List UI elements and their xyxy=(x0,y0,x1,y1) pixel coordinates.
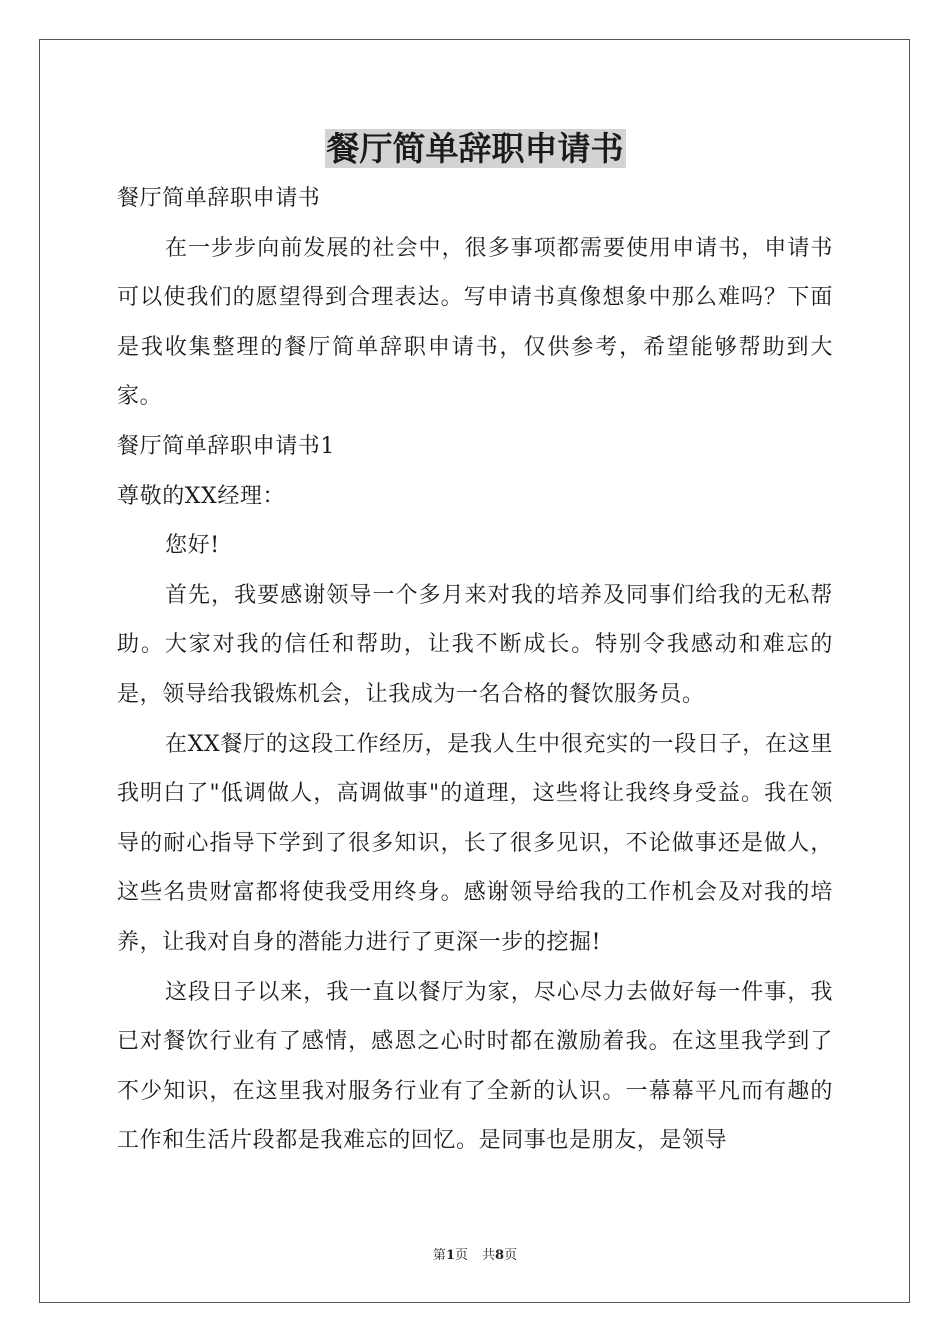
footer-page-prefix: 第 xyxy=(432,1248,446,1263)
document-body xyxy=(117,174,833,1166)
paragraph-intro: 在一步步向前发展的社会中，很多事项都需要使用申请书，申请书可以使我们的愿望得到合理表达。写申请书真像想象中那么难吗？下面是我收集整理的餐厅简单辞职申请书，仅供参考，希望能够帮助到大家。 xyxy=(117,235,833,410)
paragraph-greeting: 您好! xyxy=(165,533,220,559)
footer-page-suffix: 页 xyxy=(454,1248,468,1263)
paragraph-body-2: 在XX餐厅的这段工作经历，是我人生中很充实的一段日子，在这里我明白了"低调做人，高调做事"的道理，这些将让我终身受益。我在领导的耐心指导下学到了很多知识，长了很多见识，不论做事还是做人，这些名贵财富都将使我受用终身。感谢领导给我的工作机会及对我的培养，让我对自身的潜能力进行了更深一步的挖掘! xyxy=(117,731,833,955)
page-footer xyxy=(0,1246,950,1266)
paragraph-subtitle: 餐厅简单辞职申请书 xyxy=(117,186,321,211)
footer-page-total: 8 xyxy=(495,1248,505,1263)
document-title-text: 餐厅简单辞职申请书 xyxy=(326,129,624,168)
footer-total-suffix: 页 xyxy=(504,1248,518,1263)
paragraph-body-1: 首先，我要感谢领导一个多月来对我的培养及同事们给我的无私帮助。大家对我的信任和帮助，让我不断成长。特别令我感动和难忘的是，领导给我锻炼机会，让我成为一名合格的餐饮服务员。 xyxy=(117,582,833,707)
footer-page-current: 1 xyxy=(445,1248,455,1263)
document-title xyxy=(0,126,950,172)
paragraph-salutation: 尊敬的XX经理： xyxy=(117,483,286,509)
footer-total-prefix: 共 xyxy=(482,1248,496,1263)
paragraph-body-3: 这段日子以来，我一直以餐厅为家，尽心尽力去做好每一件事，我已对餐饮行业有了感情，感恩之心时时都在激励着我。在这里我学到了不少知识，在这里我对服务行业有了全新的认识。一幕幕平凡而有趣的工作和生活片段都是我难忘的回忆。是同事也是朋友，是领导 xyxy=(117,979,833,1154)
paragraph-section-heading: 餐厅简单辞职申请书1 xyxy=(117,433,335,459)
